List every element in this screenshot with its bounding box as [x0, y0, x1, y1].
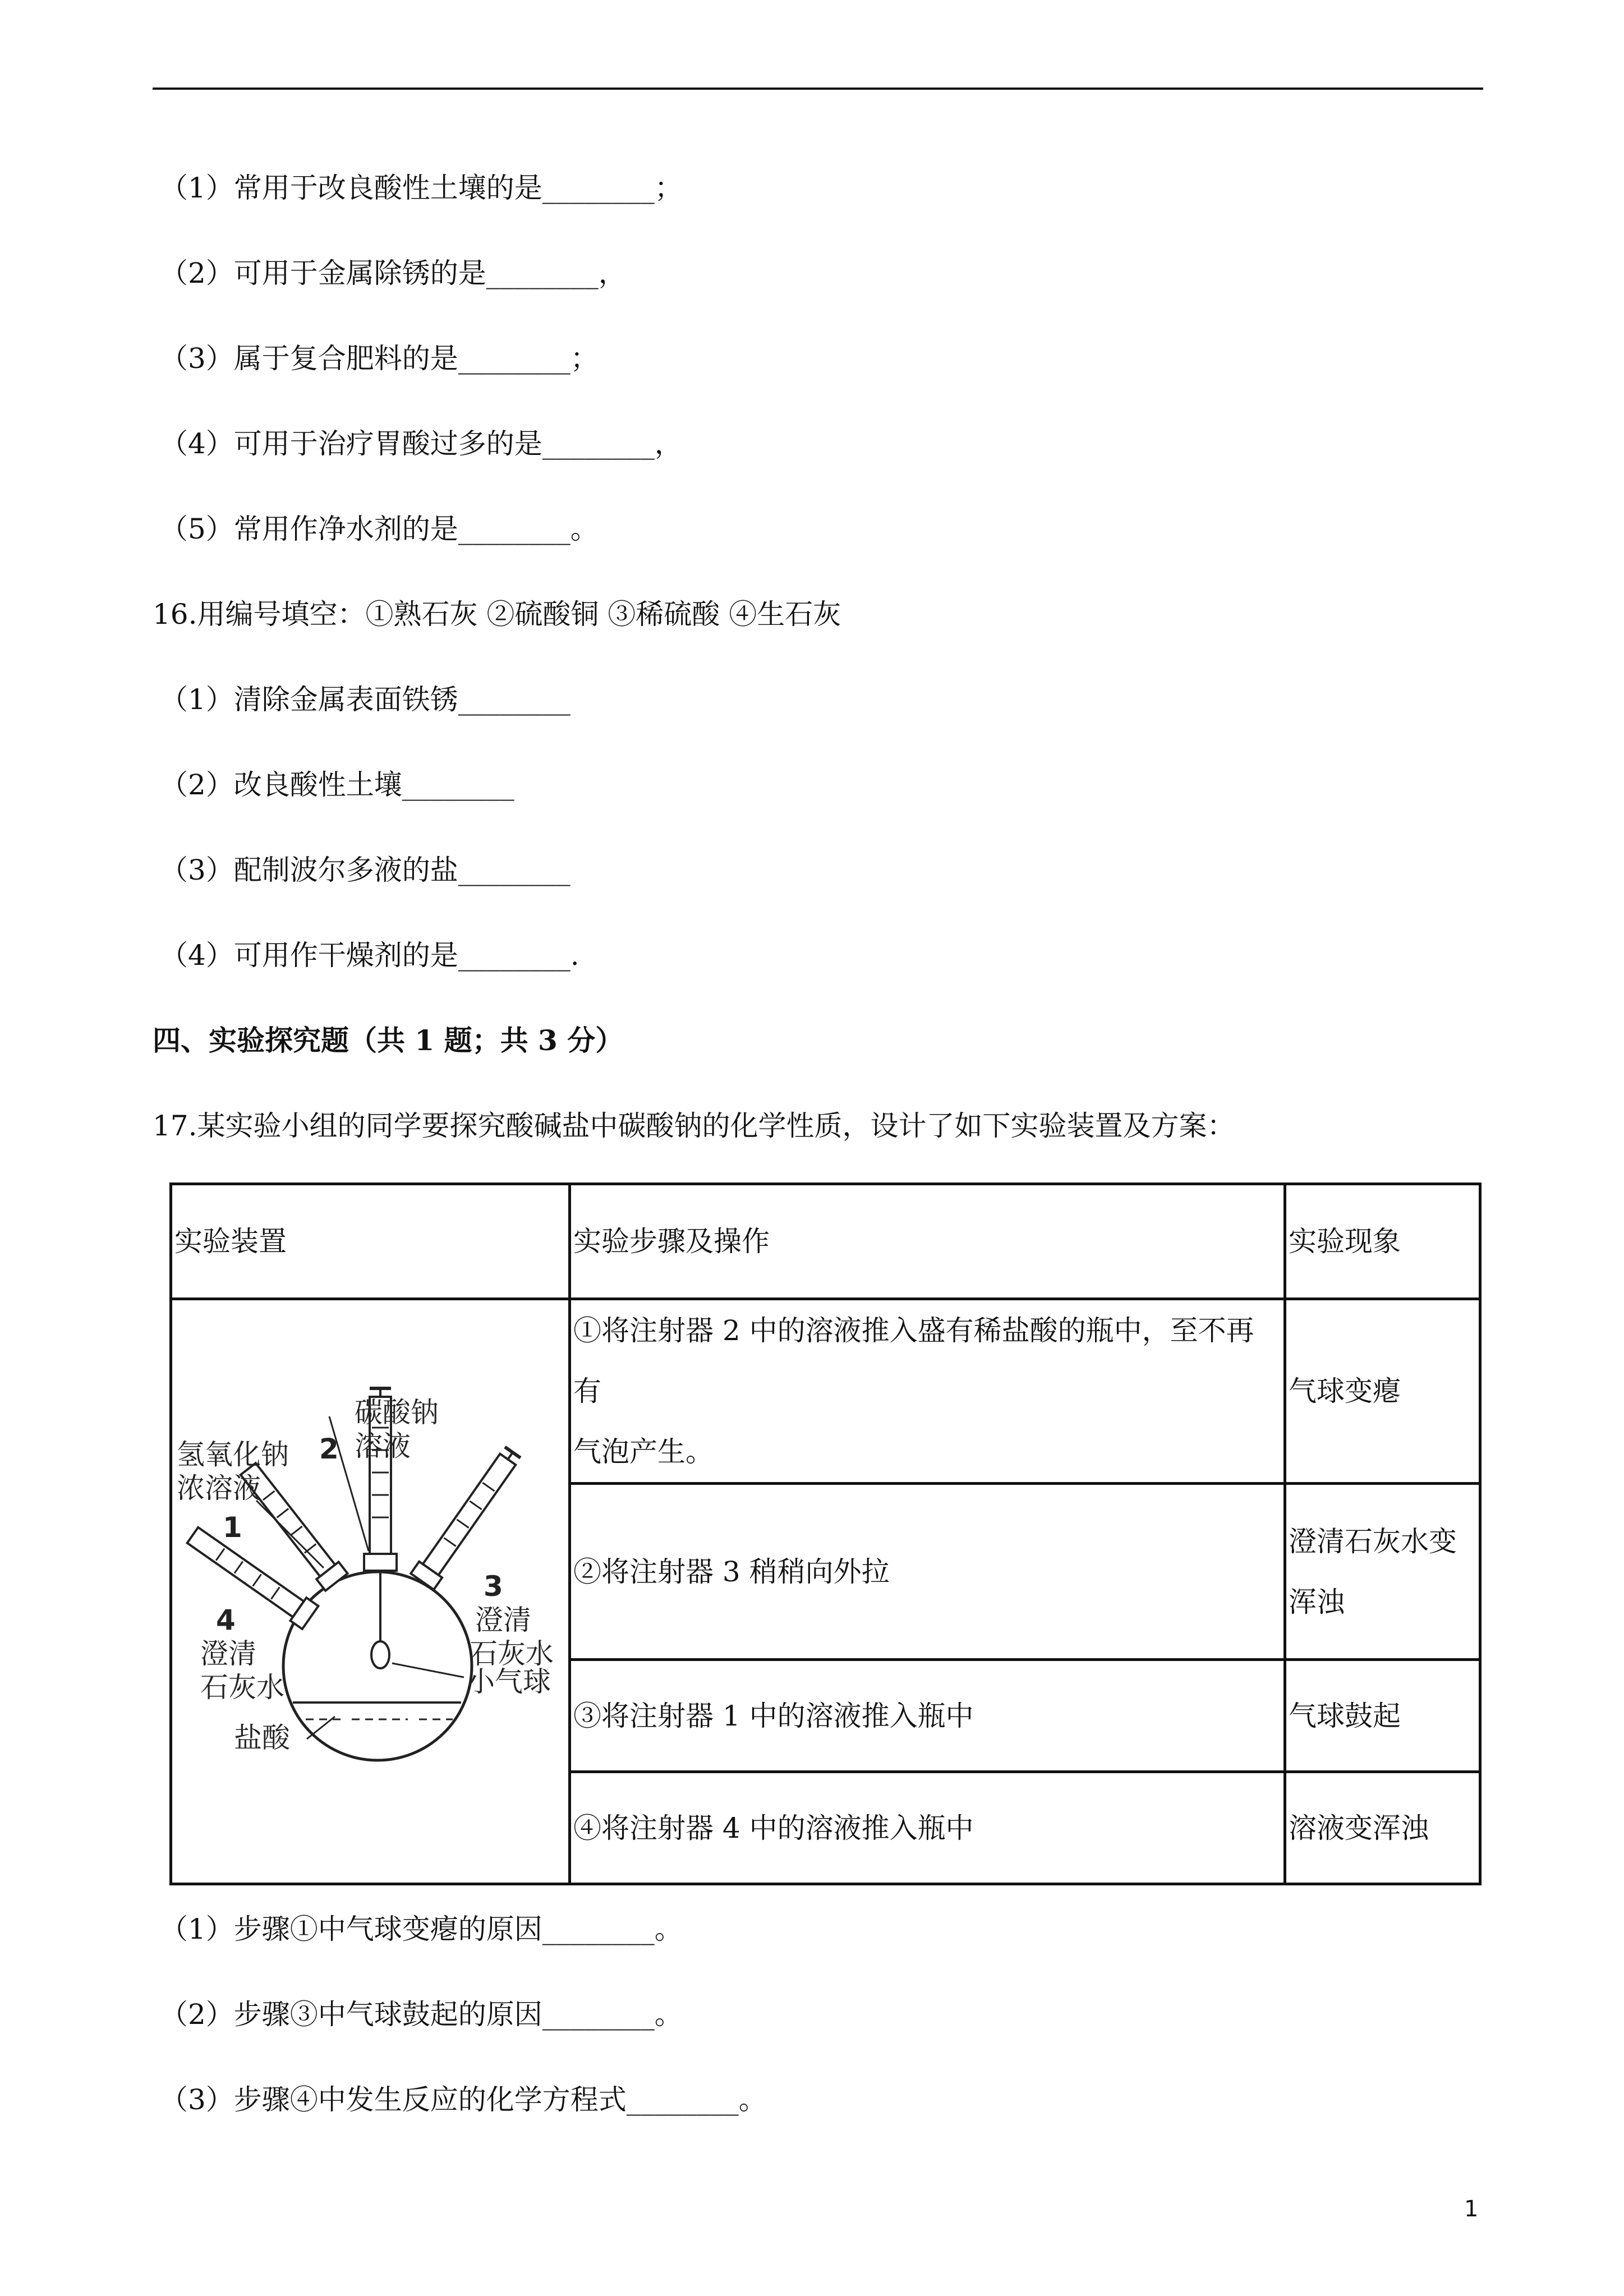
apparatus-diagram: [172, 1304, 568, 1879]
syringe-3-icon: [411, 1444, 524, 1589]
result-cell-4: 溶液变浑浊: [1285, 1772, 1480, 1884]
result-cell-3: 气球鼓起: [1285, 1660, 1480, 1772]
step-cell-3: ③将注射器 1 中的溶液推入瓶中: [570, 1660, 1285, 1772]
q17-stem: 17.某实验小组的同学要探究酸碱盐中碳酸钠的化学性质，设计了如下实验装置及方案：: [153, 1110, 1235, 1142]
header-apparatus: 实验装置: [171, 1184, 570, 1299]
q17-item-1: （1）步骤①中气球变瘪的原因________。: [160, 1913, 683, 1945]
q15-item-2: （2）可用于金属除锈的是________，: [160, 257, 627, 289]
label-limewater4-1: 澄清: [200, 1637, 256, 1670]
label-limewater3-2: 石灰水: [470, 1637, 554, 1670]
step-cell-1: ①将注射器 2 中的溶液推入盛有稀盐酸的瓶中，至不再有 气泡产生。: [570, 1299, 1285, 1484]
label-na2co3-2: 溶液: [355, 1429, 411, 1462]
q16-item-2: （2）改良酸性土壤________: [160, 769, 514, 801]
label-hcl: 盐酸: [234, 1721, 290, 1754]
label-balloon: 小气球: [467, 1665, 551, 1698]
q15-item-3: （3）属于复合肥料的是________；: [160, 342, 599, 375]
label-num-4: 4: [216, 1603, 236, 1636]
table-header-row: [171, 1184, 1480, 1299]
q15-item-4: （4）可用于治疗胃酸过多的是________，: [160, 427, 683, 460]
page-number: 1: [1464, 2196, 1479, 2222]
label-limewater3-1: 澄清: [475, 1603, 531, 1636]
label-num-2: 2: [319, 1432, 339, 1465]
balloon-icon: [371, 1641, 389, 1668]
q16-stem: 16.用编号填空：①熟石灰 ②硫酸铜 ③稀硫酸 ④生石灰: [153, 598, 841, 631]
label-na2co3-1: 碳酸钠: [355, 1396, 439, 1429]
result-cell-2: 澄清石灰水变 浑浊: [1285, 1484, 1480, 1660]
label-naoh-1: 氢氧化钠: [177, 1438, 289, 1471]
q16-item-4: （4）可用作干燥剂的是________.: [160, 939, 579, 972]
q17-item-2: （2）步骤③中气球鼓起的原因________。: [160, 1998, 683, 2031]
label-num-1: 1: [223, 1511, 242, 1544]
label-naoh-2: 浓溶液: [177, 1471, 261, 1504]
header-steps: 实验步骤及操作: [570, 1184, 1285, 1299]
apparatus-cell: [171, 1299, 570, 1884]
table-row: [171, 1299, 1480, 1484]
header-rule: [153, 88, 1483, 90]
q15-item-5: （5）常用作净水剂的是________。: [160, 513, 599, 545]
step-cell-2: ②将注射器 3 稍稍向外拉: [570, 1484, 1285, 1660]
result-cell-1: 气球变瘪: [1285, 1299, 1480, 1484]
section-heading: 四、实验探究题（共 1 题；共 3 分）: [153, 1024, 624, 1057]
q17-item-3: （3）步骤④中发生反应的化学方程式________。: [160, 2083, 767, 2116]
header-phenomena: 实验现象: [1285, 1184, 1480, 1299]
experiment-table: [169, 1182, 1482, 1885]
q15-item-1: （1）常用于改良酸性土壤的是________；: [160, 172, 683, 204]
label-num-3: 3: [484, 1570, 503, 1603]
step-cell-4: ④将注射器 4 中的溶液推入瓶中: [570, 1772, 1285, 1884]
q16-item-3: （3）配制波尔多液的盐________: [160, 854, 571, 886]
q16-item-1: （1）清除金属表面铁锈________: [160, 683, 571, 716]
label-limewater4-2: 石灰水: [200, 1671, 284, 1704]
